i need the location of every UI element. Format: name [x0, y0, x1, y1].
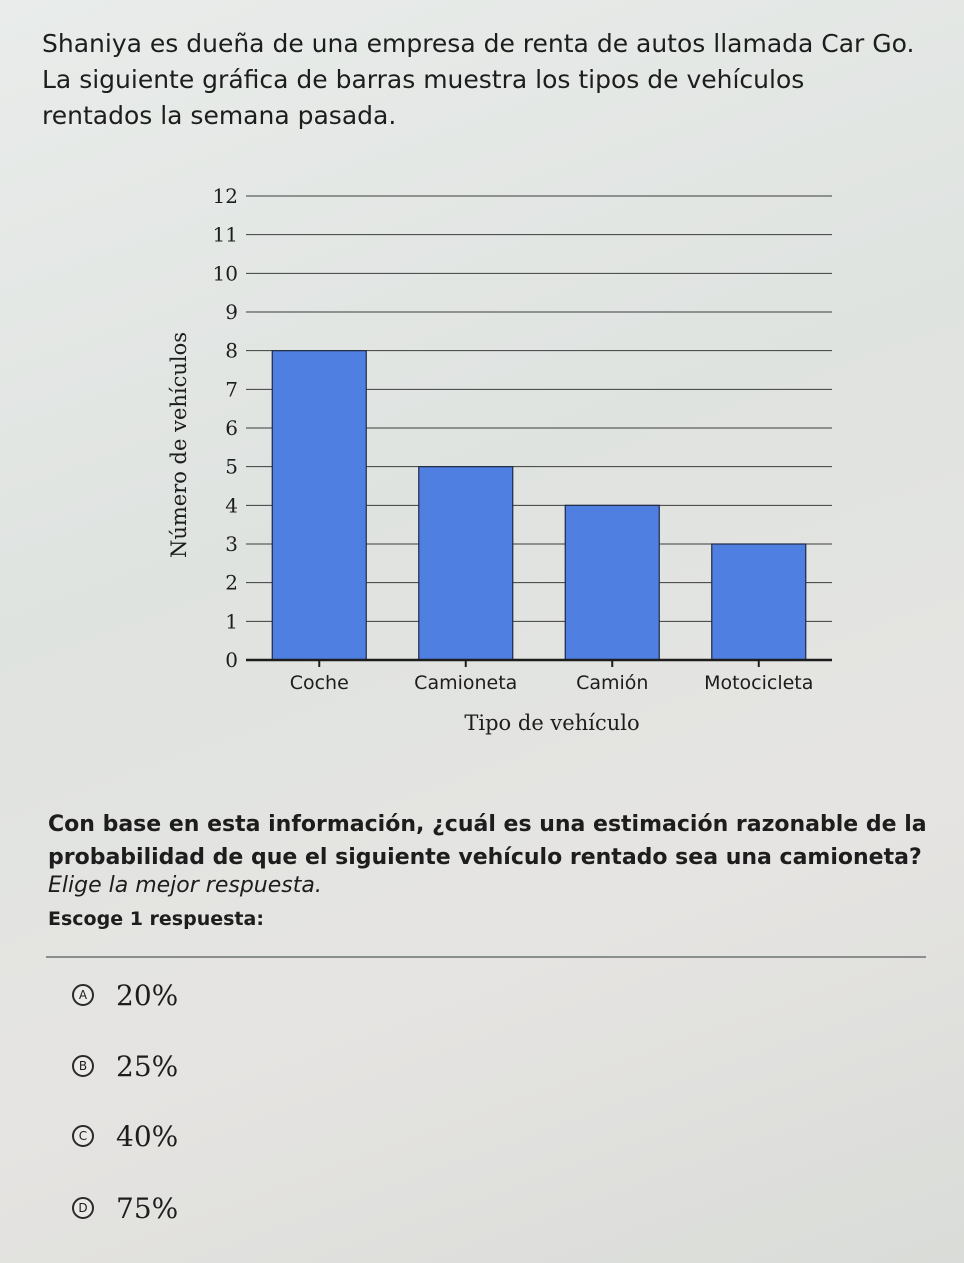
y-tick-label-10: 10: [212, 261, 238, 286]
y-tick-label-12: 12: [212, 184, 238, 208]
option-letter-b: B: [72, 1055, 94, 1077]
bar-motocicleta: [712, 544, 806, 660]
x-tick-label-camión: Camión: [576, 672, 649, 694]
choose-label: Escoge 1 respuesta:: [48, 908, 264, 930]
chart-axes: [246, 660, 832, 667]
option-a[interactable]: [72, 975, 178, 1015]
y-tick-label-8: 8: [225, 338, 238, 363]
y-tick-label-9: 9: [225, 300, 238, 324]
y-tick-label-6: 6: [225, 416, 238, 440]
divider: [46, 956, 926, 958]
bar-coche: [272, 351, 366, 660]
y-tick-labels: [213, 184, 238, 672]
y-tick-label-1: 1: [225, 609, 238, 634]
option-letter-d: D: [72, 1197, 94, 1219]
option-text-d: 75%: [116, 1191, 179, 1225]
y-tick-label-5: 5: [225, 454, 238, 479]
x-tick-label-camioneta: Camioneta: [414, 672, 518, 694]
x-tick-label-motocicleta: Motocicleta: [704, 672, 814, 694]
y-axis-title: Número de vehículos: [167, 331, 191, 559]
x-axis-title: Tipo de vehículo: [464, 711, 640, 735]
y-tick-label-7: 7: [225, 377, 238, 402]
bar-camión: [565, 505, 659, 660]
y-tick-label-2: 2: [225, 570, 238, 595]
y-tick-label-11: 11: [212, 222, 238, 247]
option-d[interactable]: [72, 1188, 178, 1228]
bar-camioneta: [419, 467, 513, 660]
intro-text: Shaniya es dueña de una empresa de renta de autos llamada Car Go. La siguiente gráfica de barras muestra los tipos de vehículos rentados la semana pasada.: [42, 29, 915, 130]
option-c[interactable]: [72, 1116, 178, 1156]
instruction-text: Elige la mejor respuesta.: [48, 873, 322, 898]
question-text: Con base en esta información, ¿cuál es una estimación razonable de la probabilidad de que el siguiente vehículo rentado sea una camioneta?: [48, 812, 927, 870]
x-tick-label-coche: Coche: [289, 672, 349, 694]
bar-chart: [0, 160, 964, 760]
option-text-b: 25%: [116, 1049, 179, 1083]
option-b[interactable]: [72, 1046, 178, 1086]
option-text-c: 40%: [116, 1119, 179, 1153]
option-letter-a: A: [72, 984, 94, 1006]
y-tick-label-0: 0: [225, 648, 238, 672]
x-tick-labels: [290, 672, 814, 694]
option-text-a: 20%: [116, 978, 179, 1012]
y-tick-label-4: 4: [225, 493, 238, 518]
y-tick-label-3: 3: [225, 532, 238, 556]
option-letter-c: C: [72, 1125, 94, 1147]
